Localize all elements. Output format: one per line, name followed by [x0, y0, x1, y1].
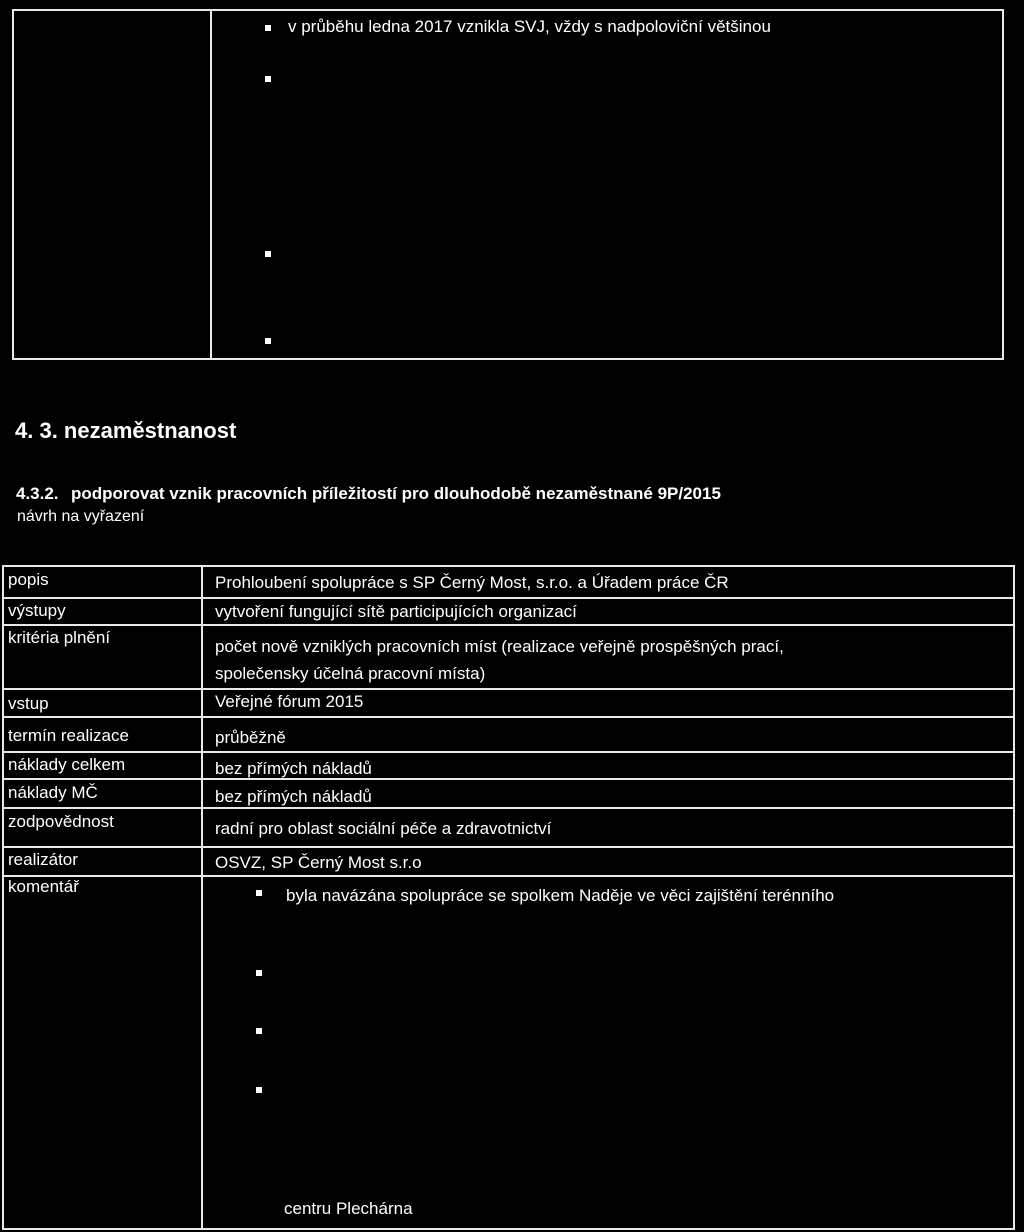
- row-value-kriteria-line2: společensky účelná pracovní místa): [215, 664, 486, 683]
- bullet-icon: [265, 251, 271, 257]
- row-label-komentar: komentář: [8, 877, 79, 896]
- row-label-realizator: realizátor: [8, 850, 78, 869]
- row-label-popis: popis: [8, 570, 49, 589]
- bullet-icon: [256, 1028, 262, 1034]
- row-value-komentar-tail: centru Plechárna: [284, 1199, 413, 1218]
- row-label-zodpovednost: zodpovědnost: [8, 812, 114, 831]
- row-value-vstup: Veřejné fórum 2015: [215, 692, 364, 711]
- row-divider: [2, 716, 1015, 718]
- bullet-icon: [256, 890, 262, 896]
- row-divider: [2, 751, 1015, 753]
- subsection-note: návrh na vyřazení: [17, 508, 145, 525]
- bullet-icon: [265, 25, 271, 31]
- row-divider: [2, 807, 1015, 809]
- row-value-popis: Prohloubení spolupráce s SP Černý Most, s.r.o. a Úřadem práce ČR: [215, 573, 729, 592]
- subsection-title: podporovat vznik pracovních příležitostí pro dlouhodobě nezaměstnané 9P/2015: [71, 484, 721, 503]
- detail-table-divider: [201, 565, 203, 1230]
- row-label-vystupy: výstupy: [8, 601, 66, 620]
- bullet-icon: [256, 970, 262, 976]
- row-value-termin: průběžně: [215, 728, 286, 747]
- bullet-icon: [265, 76, 271, 82]
- continued-bullet-text: v průběhu ledna 2017 vznikla SVJ, vždy s nadpoloviční většinou: [288, 17, 771, 36]
- row-divider: [2, 624, 1015, 626]
- bullet-icon: [256, 1087, 262, 1093]
- row-value-naklady-celkem: bez přímých nákladů: [215, 759, 372, 778]
- row-divider: [2, 778, 1015, 780]
- row-label-naklady-mc: náklady MČ: [8, 783, 98, 802]
- row-value-zodpovednost: radní pro oblast sociální péče a zdravotnictví: [215, 819, 552, 838]
- row-value-vystupy: vytvoření fungující sítě participujících organizací: [215, 602, 577, 621]
- row-value-kriteria: počet nově vzniklých pracovních míst (realizace veřejně prospěšných prací,: [215, 637, 784, 656]
- continued-table-divider: [210, 9, 212, 360]
- row-divider: [2, 846, 1015, 848]
- subsection-number: 4.3.2.: [16, 484, 59, 503]
- bullet-icon: [265, 338, 271, 344]
- section-title: 4. 3. nezaměstnanost: [15, 418, 237, 443]
- row-label-kriteria: kritéria plnění: [8, 628, 111, 647]
- row-value-komentar: byla navázána spolupráce se spolkem Naděje ve věci zajištění terénního: [286, 886, 835, 905]
- continued-table-frame: [12, 9, 1004, 360]
- row-divider: [2, 688, 1015, 690]
- row-value-naklady-mc: bez přímých nákladů: [215, 787, 372, 806]
- row-label-termin: termín realizace: [8, 726, 129, 745]
- row-label-vstup: vstup: [8, 694, 49, 713]
- row-divider: [2, 597, 1015, 599]
- row-divider: [2, 875, 1015, 877]
- row-label-naklady-celkem: náklady celkem: [8, 755, 126, 774]
- row-value-realizator: OSVZ, SP Černý Most s.r.o: [215, 853, 422, 872]
